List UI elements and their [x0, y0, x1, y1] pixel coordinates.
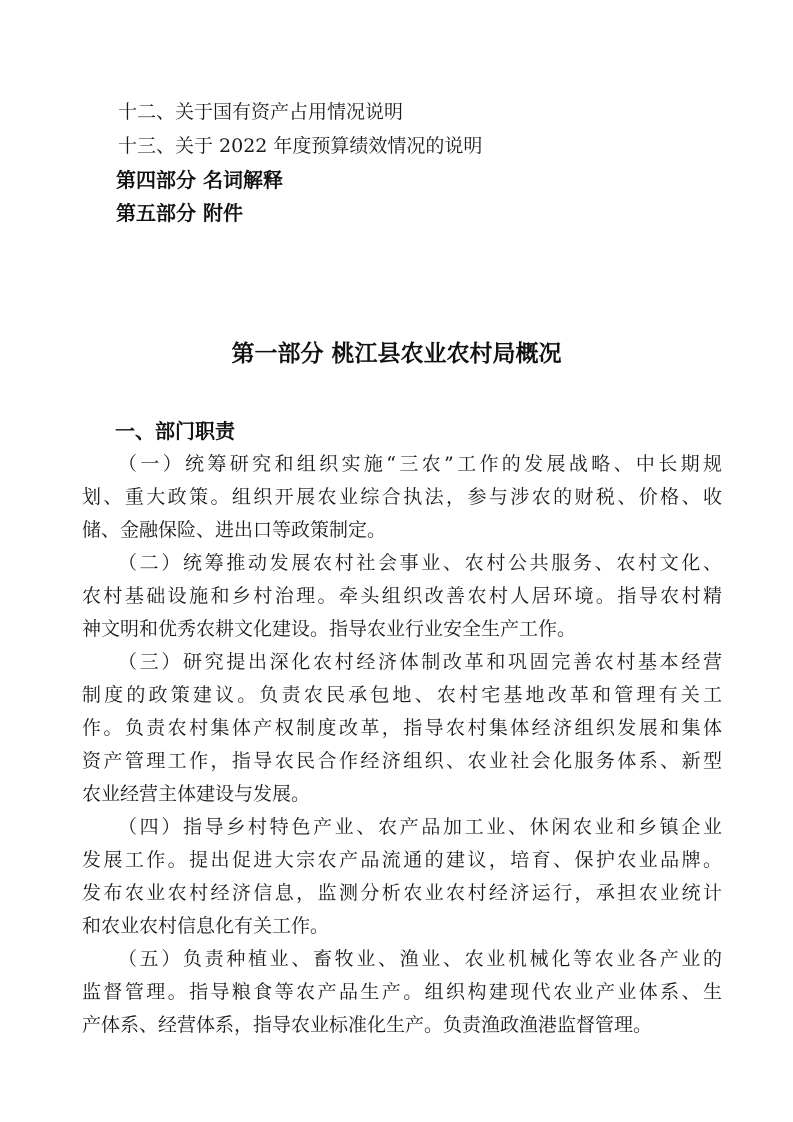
toc-part-4: 第四部分 名词解释 [116, 168, 283, 192]
paragraph-line: （四）指导乡村特色产业、农产品加工业、休闲农业和乡镇企业 [118, 816, 722, 838]
paragraph-line: 发展工作。提出促进大宗农产品流通的建议，培育、保护农业品牌。 [82, 849, 722, 871]
paragraph-line: 农村基础设施和乡村治理。牵头组织改善农村人居环境。指导农村精 [82, 585, 722, 607]
paragraph-line: （一）统筹研究和组织实施“三农”工作的发展战略、中长期规 [118, 453, 722, 475]
part-title: 第一部分 桃江县农业农村局概况 [231, 341, 562, 367]
paragraph-line: 农业经营主体建设与发展。 [82, 783, 311, 805]
paragraph-line: 和农业农村信息化有关工作。 [82, 915, 330, 937]
paragraph-line: （二）统筹推动发展农村社会事业、农村公共服务、农村文化、 [118, 552, 722, 574]
paragraph-line: 监督管理。指导粮食等农产品生产。组织构建现代农业产业体系、生 [82, 981, 722, 1003]
toc-item-13: 十三、关于 2022 年度预算绩效情况的说明 [118, 135, 483, 157]
paragraph-line: （三）研究提出深化农村经济体制改革和巩固完善农村基本经营 [118, 651, 722, 673]
paragraph-line: 作。负责农村集体产权制度改革，指导农村集体经济组织发展和集体 [82, 717, 722, 739]
paragraph-line: 资产管理工作，指导农民合作经济组织、农业社会化服务体系、新型 [82, 750, 722, 772]
toc-part-5: 第五部分 附件 [116, 201, 243, 225]
paragraph-line: 发布农业农村经济信息，监测分析农业农村经济运行，承担农业统计 [82, 882, 722, 904]
paragraph-line: （五）负责种植业、畜牧业、渔业、农业机械化等农业各产业的 [118, 948, 722, 970]
paragraph-line: 产体系、经营体系，指导农业标准化生产。负责渔政渔港监督管理。 [82, 1014, 653, 1036]
toc-item-12: 十二、关于国有资产占用情况说明 [118, 101, 404, 123]
paragraph-line: 划、重大政策。组织开展农业综合执法，参与涉农的财税、价格、收 [82, 486, 722, 508]
paragraph-line: 制度的政策建议。负责农民承包地、农村宅基地改革和管理有关工 [82, 684, 722, 706]
paragraph-line: 储、金融保险、进出口等政策制定。 [82, 519, 387, 541]
section-heading: 一、部门职责 [115, 419, 235, 443]
paragraph-line: 神文明和优秀农耕文化建设。指导农业行业安全生产工作。 [82, 618, 577, 640]
